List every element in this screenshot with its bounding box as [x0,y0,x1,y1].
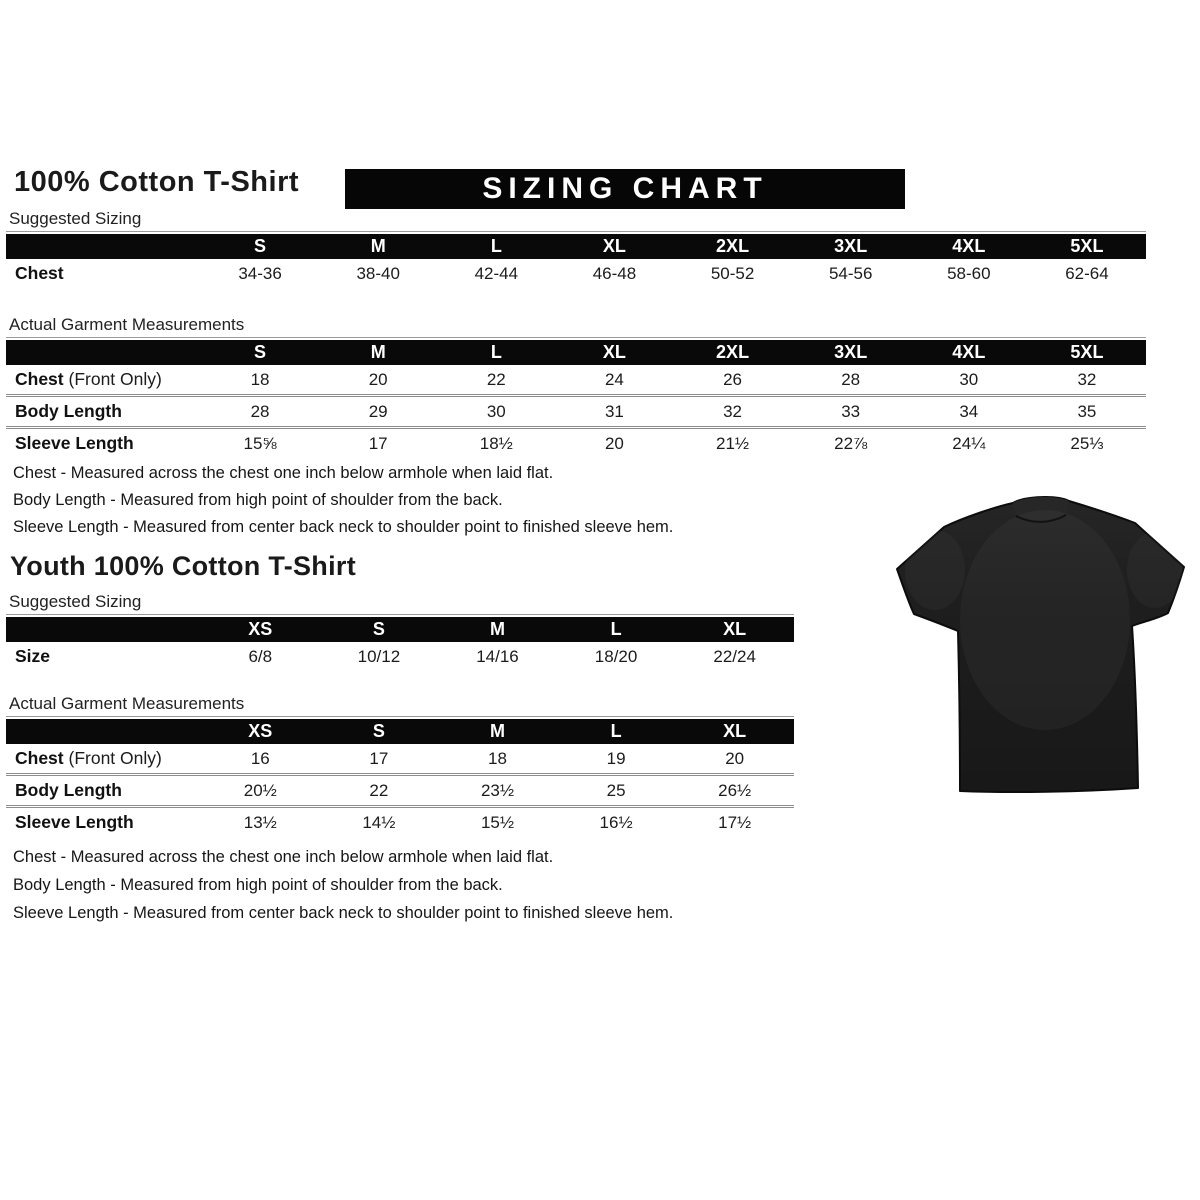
table-header-row [6,617,794,642]
row-label-bold: Body Length [15,401,122,421]
note-sleeve-length: Sleeve Length - Measured from center back neck to shoulder point to finished sleeve hem. [13,904,674,922]
adult-measurement-notes [13,460,673,541]
column-header-s: S [372,721,385,741]
section-label-actual-measurements: Actual Garment Measurements [6,694,794,717]
sizing-chart-banner [345,169,905,209]
value-cell: 42-44 [474,263,519,283]
table-header-row [6,719,794,744]
value-cell: 23½ [480,780,515,800]
value-cell: 14/16 [476,646,519,666]
tshirt-sleeve-highlight [905,530,965,610]
note-sleeve-length: Sleeve Length - Measured from center back neck to shoulder point to finished sleeve hem. [13,518,674,536]
table-row [6,642,794,671]
value-cell: 21½ [716,433,750,453]
value-cell: 54-56 [828,263,873,283]
adult-section-title: 100% Cotton T-Shirt [14,166,300,198]
column-header-3xl: 3XL [834,236,868,256]
column-header-xl: XL [602,236,626,256]
column-header-5xl: 5XL [1070,342,1104,362]
sizing-chart-banner-text: SIZING CHART [482,172,768,205]
table-row [6,744,794,776]
value-cell: 33 [841,401,861,421]
column-header-5xl: 5XL [1070,236,1104,256]
row-label-bold: Chest [15,748,64,768]
row-label-bold: Chest [15,369,64,389]
adult-actual-measurements-table [6,315,1146,458]
row-label-bold: Sleeve Length [15,433,134,453]
value-cell: 17 [368,433,388,453]
youth-actual-table-body [6,719,794,837]
value-cell: 46-48 [592,263,637,283]
value-cell: 50-52 [710,263,755,283]
youth-suggested-table-body [6,617,794,671]
value-cell: 24 [604,369,624,389]
column-header-s: S [254,342,267,362]
column-header-m: M [370,342,386,362]
adult-actual-table-body [6,340,1146,458]
row-label [6,433,201,454]
table-row [6,365,1146,397]
row-label-suffix: (Front Only) [63,748,162,768]
table-header-row [6,340,1146,365]
value-cell: 26 [723,369,743,389]
column-header-4xl: 4XL [952,236,986,256]
value-cell: 58-60 [947,263,991,283]
value-cell: 20 [368,369,388,389]
row-label [6,812,201,833]
column-header-m: M [489,721,505,741]
row-label-bold: Chest [15,263,64,283]
tshirt-graphic [880,470,1200,830]
value-cell: 17½ [718,812,752,832]
column-header-m: M [489,619,505,639]
column-header-l: L [490,236,502,256]
value-cell: 62-64 [1065,263,1109,283]
value-cell: 13½ [243,812,277,832]
column-header-l: L [610,721,622,741]
section-label-suggested-sizing: Suggested Sizing [6,592,794,615]
value-cell: 16½ [599,812,633,832]
adult-suggested-sizing-table [6,209,1146,288]
column-header-xl: XL [723,619,747,639]
value-cell: 25⅓ [1070,433,1104,453]
value-cell: 15½ [480,812,515,832]
black-tshirt-image [880,470,1200,830]
row-label [6,401,201,422]
note-body-length: Body Length - Measured from high point of shoulder from the back. [13,491,503,509]
value-cell: 35 [1077,401,1097,421]
table-row [6,776,794,808]
value-cell: 25 [606,780,626,800]
value-cell: 34 [959,401,979,421]
value-cell: 22 [369,780,389,800]
note-body-length: Body Length - Measured from high point of shoulder from the back. [13,876,503,894]
value-cell: 18 [488,748,507,768]
table-row [6,429,1146,458]
value-cell: 26½ [718,780,752,800]
value-cell: 22⅞ [834,433,868,453]
youth-measurement-notes [13,843,673,927]
value-cell: 18 [250,369,270,389]
column-header-m: M [370,236,386,256]
value-cell: 6/8 [248,646,273,666]
youth-suggested-sizing-table [6,592,794,671]
value-cell: 28 [841,369,861,389]
row-label-bold: Body Length [15,780,122,800]
value-cell: 38-40 [356,263,400,283]
youth-actual-measurements-table [6,694,794,837]
value-cell: 16 [250,748,270,768]
column-header-4xl: 4XL [952,342,986,362]
section-label-suggested-sizing: Suggested Sizing [6,209,1146,232]
value-cell: 30 [959,369,979,389]
column-header-s: S [254,236,267,256]
value-cell: 15⅝ [243,433,277,453]
row-label [6,646,201,667]
value-cell: 24¼ [952,433,986,453]
value-cell: 20½ [243,780,277,800]
adult-suggested-table-body [6,234,1146,288]
column-header-l: L [490,342,502,362]
column-header-2xl: 2XL [716,342,750,362]
value-cell: 28 [250,401,270,421]
value-cell: 20 [725,748,745,768]
column-header-xl: XL [723,721,747,741]
value-cell: 31 [604,401,624,421]
column-header-s: S [372,619,385,639]
value-cell: 30 [486,401,506,421]
section-label-actual-measurements: Actual Garment Measurements [6,315,1146,338]
note-chest: Chest - Measured across the chest one inch below armhole when laid flat. [13,464,554,482]
row-label [6,263,201,284]
value-cell: 20 [604,433,624,453]
column-header-l: L [610,619,622,639]
youth-section-title: Youth 100% Cotton T-Shirt [10,551,356,581]
value-cell: 18½ [479,433,513,453]
value-cell: 22 [486,369,506,389]
note-chest: Chest - Measured across the chest one inch below armhole when laid flat. [13,848,554,866]
value-cell: 10/12 [357,646,401,666]
tshirt-highlight [960,510,1130,730]
value-cell: 32 [723,401,743,421]
value-cell: 18/20 [594,646,638,666]
column-header-xs: XS [248,721,273,741]
row-label [6,780,201,801]
table-row [6,259,1146,288]
row-label [6,748,201,769]
table-row [6,397,1146,429]
column-header-2xl: 2XL [716,236,750,256]
row-label [6,369,201,390]
table-header-row [6,234,1146,259]
table-row [6,808,794,837]
row-label-bold: Size [15,646,51,666]
value-cell: 22/24 [713,646,756,666]
column-header-xl: XL [602,342,626,362]
value-cell: 17 [369,748,389,768]
column-header-xs: XS [248,619,273,639]
row-label-bold: Sleeve Length [15,812,134,832]
value-cell: 19 [606,748,626,768]
value-cell: 29 [368,401,388,421]
value-cell: 32 [1077,369,1097,389]
value-cell: 14½ [362,812,396,832]
value-cell: 34-36 [238,263,282,283]
row-label-suffix: (Front Only) [63,369,162,389]
tshirt-sleeve-highlight [1127,532,1183,608]
column-header-3xl: 3XL [834,342,868,362]
